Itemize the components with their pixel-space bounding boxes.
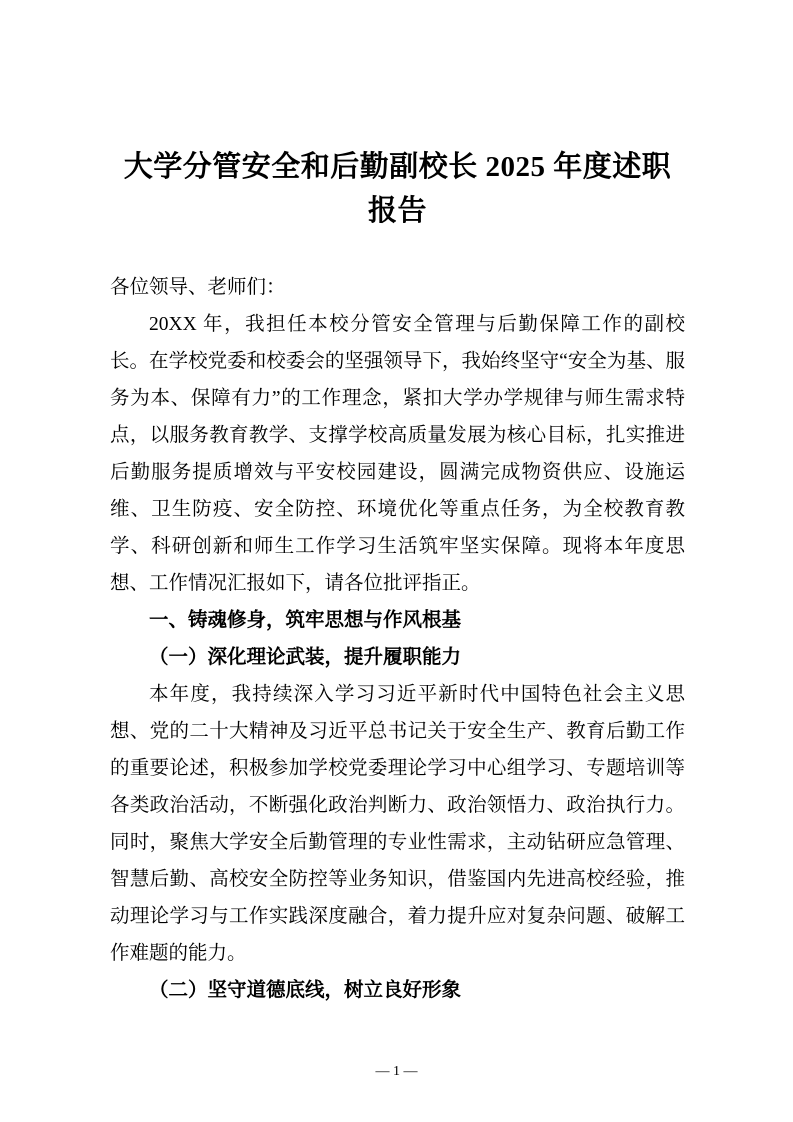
document-body [110,269,685,1009]
document-title: 大学分管安全和后勤副校长 2025 年度述职报告 [123,151,672,227]
subsection-heading-1-1: （一）深化理论武装，提升履职能力 [149,647,462,668]
paragraph-intro: 20XX 年，我担任本校分管安全管理与后勤保障工作的副校长。在学校党委和校委会的坚强领导下，我始终坚守“安全为基、服务为本、保障有力”的工作理念，紧扣大学办学规律与师生需求特点，以服务教育教学、支撑学校高质量发展为核心目标，扎实推进后勤服务提质增效与平安校园建设，圆满完成物资供应、设施运维、卫生防疫、安全防控、环境优化等重点任务，为全校教育教学、科研创新和师生工作学习生活筑牢坚实保障。现将本年度思想、工作情况汇报如下，请各位批评指正。 [110,314,685,594]
subsection-heading-1-2: （二）坚守道德底线，树立良好形象 [149,980,462,1001]
paragraph-theory-study: 本年度，我持续深入学习习近平新时代中国特色社会主义思想、党的二十大精神及习近平总书记关于安全生产、教育后勤工作的重要论述，积极参加学校党委理论学习中心组学习、专题培训等各类政治活动，不断强化政治判断力、政治领悟力、政治执行力。同时，聚焦大学安全后勤管理的专业性需求，主动钻研应急管理、智慧后勤、高校安全防控等业务知识，借鉴国内先进高校经验，推动理论学习与工作实践深度融合，着力提升应对复杂问题、破解工作难题的能力。 [110,684,685,964]
page-number: — 1 — [375,1064,418,1079]
section-heading-1: 一、铸魂修身，筑牢思想与作风根基 [149,610,462,631]
salutation-line: 各位领导、老师们： [110,277,286,298]
